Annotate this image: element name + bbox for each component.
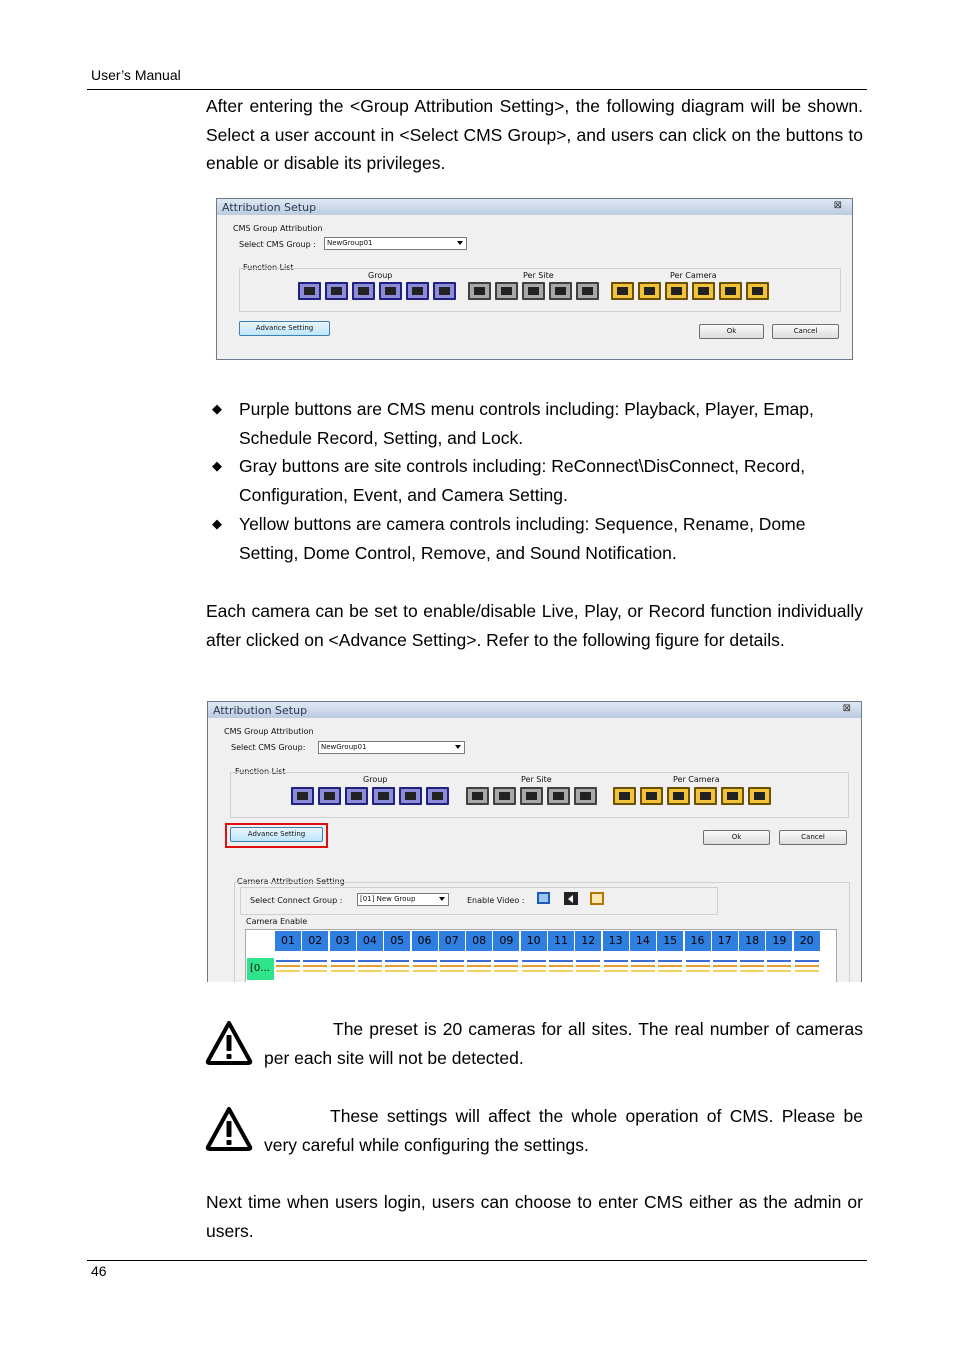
camera-header-cell: 08 bbox=[466, 931, 493, 951]
camera-header-cell: 03 bbox=[330, 931, 357, 951]
camera-header-cell: 12 bbox=[575, 931, 602, 951]
bullet-item bbox=[212, 510, 868, 568]
enable-bar bbox=[467, 965, 491, 967]
enable-bar bbox=[576, 960, 600, 962]
enable-bar bbox=[358, 965, 382, 967]
schedule-record-icon[interactable] bbox=[372, 787, 395, 805]
camera-header-cell: 04 bbox=[357, 931, 384, 951]
camera-enable-cell[interactable] bbox=[384, 958, 411, 980]
dialog-title: Attribution Setup bbox=[213, 704, 308, 717]
sound-notification-icon[interactable] bbox=[748, 787, 771, 805]
enable-bar bbox=[276, 960, 300, 962]
enable-bar bbox=[604, 970, 628, 972]
enable-bar bbox=[440, 965, 464, 967]
reconnect-icon[interactable] bbox=[468, 282, 491, 300]
enable-bar bbox=[303, 965, 327, 967]
enable-bar bbox=[576, 970, 600, 972]
camera-header-cell: 11 bbox=[548, 931, 575, 951]
camera-header-cell: 02 bbox=[302, 931, 329, 951]
attribution-setup-dialog-1 bbox=[216, 198, 853, 360]
cms-group-select-value: NewGroup01 bbox=[321, 743, 367, 751]
enable-bar bbox=[303, 970, 327, 972]
event-icon[interactable] bbox=[549, 282, 572, 300]
camera-header-cell: 17 bbox=[712, 931, 739, 951]
enable-bar bbox=[631, 965, 655, 967]
camera-enable-cell[interactable] bbox=[521, 958, 548, 980]
camera-enable-cell[interactable] bbox=[439, 958, 466, 980]
camera-header-cell: 13 bbox=[603, 931, 630, 951]
enable-bar bbox=[549, 960, 573, 962]
record-video-icon[interactable] bbox=[590, 892, 604, 905]
enable-bar bbox=[767, 970, 791, 972]
group-buttons bbox=[291, 787, 453, 805]
section-label: CMS Group Attribution bbox=[224, 727, 314, 736]
camera-enable-cell[interactable] bbox=[603, 958, 630, 980]
camera-header-cell: 10 bbox=[521, 931, 548, 951]
camera-header-cell: 15 bbox=[657, 931, 684, 951]
dialog-titlebar bbox=[217, 199, 852, 215]
camera-setting-icon[interactable] bbox=[576, 282, 599, 300]
enable-bar bbox=[303, 960, 327, 962]
sequence-icon[interactable] bbox=[613, 787, 636, 805]
function-list-label: Function List bbox=[235, 767, 286, 776]
enable-bar bbox=[522, 965, 546, 967]
configuration-icon[interactable] bbox=[522, 282, 545, 300]
play-icon[interactable] bbox=[564, 892, 578, 905]
chevron-down-icon bbox=[457, 241, 463, 245]
camera-header-cell: 05 bbox=[384, 931, 411, 951]
player-icon[interactable] bbox=[318, 787, 341, 805]
cancel-button[interactable]: Cancel bbox=[779, 830, 847, 845]
chevron-down-icon bbox=[439, 897, 445, 901]
advance-setting-button[interactable]: Advance Setting bbox=[239, 321, 330, 336]
grid-corner bbox=[247, 931, 274, 951]
enable-bar bbox=[549, 970, 573, 972]
camera-enable-cell[interactable] bbox=[657, 958, 684, 980]
footer-rule bbox=[87, 1260, 867, 1261]
event-icon[interactable] bbox=[547, 787, 570, 805]
enable-bar bbox=[658, 960, 682, 962]
live-icon[interactable] bbox=[537, 892, 550, 904]
camera-enable-cell[interactable] bbox=[275, 958, 302, 980]
enable-bar bbox=[413, 960, 437, 962]
playback-icon[interactable] bbox=[298, 282, 321, 300]
camera-header-cell: 01 bbox=[275, 931, 302, 951]
enable-bar bbox=[795, 965, 819, 967]
enable-bar bbox=[440, 960, 464, 962]
group-buttons bbox=[298, 282, 460, 300]
running-header: User’s Manual bbox=[91, 67, 181, 83]
enable-bar bbox=[494, 970, 518, 972]
camera-attribution-label: Camera Attribution Setting bbox=[237, 877, 345, 886]
header-rule bbox=[87, 89, 867, 90]
enable-bar bbox=[686, 965, 710, 967]
enable-bar bbox=[740, 970, 764, 972]
enable-bar bbox=[686, 960, 710, 962]
connect-group-select[interactable] bbox=[357, 893, 449, 906]
camera-header-cell: 18 bbox=[739, 931, 766, 951]
function-list-label: Function List bbox=[243, 263, 294, 272]
camera-header-cell: 14 bbox=[630, 931, 657, 951]
setting-icon[interactable] bbox=[406, 282, 429, 300]
enable-bar bbox=[494, 960, 518, 962]
enable-bar bbox=[767, 960, 791, 962]
remove-icon[interactable] bbox=[721, 787, 744, 805]
intro-paragraph: After entering the <Group Attribution Setting>, the following diagram will be shown. Select a user account in <Select CMS Group>, and users can click on the buttons to enable or disable its privileges. bbox=[206, 96, 863, 174]
enable-bar bbox=[549, 965, 573, 967]
enable-bar bbox=[385, 960, 409, 962]
group-label: Group bbox=[363, 775, 388, 784]
group-label: Group bbox=[368, 271, 393, 280]
enable-bar bbox=[713, 965, 737, 967]
advance-setting-button[interactable]: Advance Setting bbox=[230, 827, 323, 842]
enable-bar bbox=[413, 970, 437, 972]
enable-bar bbox=[494, 965, 518, 967]
camera-header-cell: 09 bbox=[493, 931, 520, 951]
enable-bar bbox=[522, 970, 546, 972]
camera-enable-cell[interactable] bbox=[357, 958, 384, 980]
cms-group-select[interactable] bbox=[324, 237, 467, 250]
section-label: CMS Group Attribution bbox=[233, 224, 323, 233]
connect-group-label: Select Connect Group : bbox=[250, 896, 343, 905]
reconnect-icon[interactable] bbox=[466, 787, 489, 805]
site-buttons bbox=[466, 787, 601, 805]
page-number: 46 bbox=[91, 1263, 107, 1279]
enable-bar bbox=[713, 970, 737, 972]
attribution-setup-dialog-2 bbox=[207, 701, 862, 982]
player-icon[interactable] bbox=[325, 282, 348, 300]
diamond-icon: ◆ bbox=[212, 516, 222, 531]
camera-enable-cell[interactable] bbox=[794, 958, 821, 980]
diamond-icon: ◆ bbox=[212, 401, 222, 416]
per-site-label: Per Site bbox=[523, 271, 554, 280]
close-icon[interactable]: ⊠ bbox=[842, 703, 851, 714]
lock-icon[interactable] bbox=[426, 787, 449, 805]
enable-bar bbox=[385, 970, 409, 972]
close-icon[interactable]: ⊠ bbox=[833, 200, 842, 211]
warning-icon bbox=[205, 1106, 253, 1152]
sound-notification-icon[interactable] bbox=[746, 282, 769, 300]
diamond-icon: ◆ bbox=[212, 458, 222, 473]
remove-icon[interactable] bbox=[719, 282, 742, 300]
enable-bar bbox=[413, 965, 437, 967]
dome-control-icon[interactable] bbox=[694, 787, 717, 805]
cms-group-select[interactable] bbox=[318, 741, 465, 754]
rename-icon[interactable] bbox=[638, 282, 661, 300]
enable-bar bbox=[276, 970, 300, 972]
enable-bar bbox=[604, 960, 628, 962]
enable-bar bbox=[740, 965, 764, 967]
bullet-text: Purple buttons are CMS menu controls including: Playback, Player, Emap, Schedule Record, Setting, and Lock. bbox=[239, 399, 814, 448]
enable-video-label: Enable Video : bbox=[467, 896, 525, 905]
note-text: The preset is 20 cameras for all sites. The real number of cameras per each site will not be detected. bbox=[264, 1019, 863, 1068]
enable-bar bbox=[440, 970, 464, 972]
enable-bar bbox=[686, 970, 710, 972]
enable-bar bbox=[385, 965, 409, 967]
enable-bar bbox=[331, 960, 355, 962]
lock-icon[interactable] bbox=[433, 282, 456, 300]
camera-enable-cell[interactable] bbox=[493, 958, 520, 980]
enable-bar bbox=[740, 960, 764, 962]
camera-enable-cell[interactable] bbox=[466, 958, 493, 980]
enable-bar bbox=[467, 960, 491, 962]
camera-enable-label: Camera Enable bbox=[246, 917, 308, 926]
enable-bar bbox=[631, 960, 655, 962]
ok-button[interactable]: Ok bbox=[699, 324, 764, 339]
bullet-text: Yellow buttons are camera controls including: Sequence, Rename, Dome Setting, Dome Control, Remove, and Sound Notification. bbox=[239, 514, 806, 563]
enable-bar bbox=[467, 970, 491, 972]
enable-bar bbox=[576, 965, 600, 967]
enable-bar bbox=[276, 965, 300, 967]
enable-bar bbox=[522, 960, 546, 962]
connect-group-select-value: [01] New Group bbox=[360, 895, 416, 903]
enable-bar bbox=[358, 960, 382, 962]
record-icon[interactable] bbox=[493, 787, 516, 805]
site-buttons bbox=[468, 282, 603, 300]
camera-paragraph: Each camera can be set to enable/disable Live, Play, or Record function individually after clicked on <Advance Setting>. Refer to the following figure for details. bbox=[206, 601, 863, 650]
select-cms-group-label: Select CMS Group : bbox=[239, 240, 316, 249]
camera-header-cell: 19 bbox=[766, 931, 793, 951]
camera-buttons bbox=[611, 282, 773, 300]
camera-enable-cell[interactable] bbox=[412, 958, 439, 980]
camera-header-cell: 07 bbox=[439, 931, 466, 951]
sequence-icon[interactable] bbox=[611, 282, 634, 300]
closing-paragraph: Next time when users login, users can choose to enter CMS either as the admin or users. bbox=[206, 1192, 863, 1241]
bullet-text: Gray buttons are site controls including: ReConnect\DisConnect, Record, Configuration, Event, and Camera Setting. bbox=[239, 456, 806, 505]
dialog-title: Attribution Setup bbox=[222, 201, 317, 214]
dome-setting-icon[interactable] bbox=[665, 282, 688, 300]
emap-icon[interactable] bbox=[345, 787, 368, 805]
camera-enable-cell[interactable] bbox=[548, 958, 575, 980]
dome-control-icon[interactable] bbox=[692, 282, 715, 300]
camera-buttons bbox=[613, 787, 775, 805]
per-camera-label: Per Camera bbox=[673, 775, 720, 784]
bullet-item bbox=[212, 452, 868, 510]
camera-enable-cell[interactable] bbox=[739, 958, 766, 980]
camera-enable-cell[interactable] bbox=[685, 958, 712, 980]
enable-bar bbox=[604, 965, 628, 967]
warning-icon bbox=[205, 1020, 253, 1066]
enable-bar bbox=[631, 970, 655, 972]
setting-icon[interactable] bbox=[399, 787, 422, 805]
playback-icon[interactable] bbox=[291, 787, 314, 805]
dialog-titlebar bbox=[208, 702, 861, 718]
enable-bar bbox=[713, 960, 737, 962]
record-icon[interactable] bbox=[495, 282, 518, 300]
select-cms-group-label: Select CMS Group: bbox=[231, 743, 306, 752]
enable-bar bbox=[658, 970, 682, 972]
row-label[interactable]: [0... bbox=[247, 958, 274, 980]
cancel-button[interactable]: Cancel bbox=[772, 324, 839, 339]
dome-setting-icon[interactable] bbox=[667, 787, 690, 805]
camera-enable-grid bbox=[245, 929, 837, 982]
configuration-icon[interactable] bbox=[520, 787, 543, 805]
ok-button[interactable]: Ok bbox=[703, 830, 770, 845]
enable-bar bbox=[658, 965, 682, 967]
enable-bar bbox=[331, 965, 355, 967]
enable-bar bbox=[331, 970, 355, 972]
camera-enable-cell[interactable] bbox=[330, 958, 357, 980]
note-text: These settings will affect the whole operation of CMS. Please be very careful while configuring the settings. bbox=[264, 1106, 863, 1155]
emap-icon[interactable] bbox=[352, 282, 375, 300]
camera-setting-icon[interactable] bbox=[574, 787, 597, 805]
camera-enable-cell[interactable] bbox=[302, 958, 329, 980]
per-site-label: Per Site bbox=[521, 775, 552, 784]
enable-bar bbox=[795, 960, 819, 962]
camera-header-cell: 06 bbox=[412, 931, 439, 951]
bullet-item bbox=[212, 395, 868, 453]
enable-bar bbox=[358, 970, 382, 972]
per-camera-label: Per Camera bbox=[670, 271, 717, 280]
enable-bar bbox=[795, 970, 819, 972]
camera-enable-cell[interactable] bbox=[630, 958, 657, 980]
chevron-down-icon bbox=[455, 745, 461, 749]
camera-enable-cell[interactable] bbox=[575, 958, 602, 980]
camera-header-cell: 20 bbox=[794, 931, 821, 951]
enable-bar bbox=[767, 965, 791, 967]
rename-icon[interactable] bbox=[640, 787, 663, 805]
cms-group-select-value: NewGroup01 bbox=[327, 239, 373, 247]
schedule-record-icon[interactable] bbox=[379, 282, 402, 300]
camera-enable-cell[interactable] bbox=[712, 958, 739, 980]
camera-enable-cell[interactable] bbox=[766, 958, 793, 980]
camera-header-cell: 16 bbox=[685, 931, 712, 951]
